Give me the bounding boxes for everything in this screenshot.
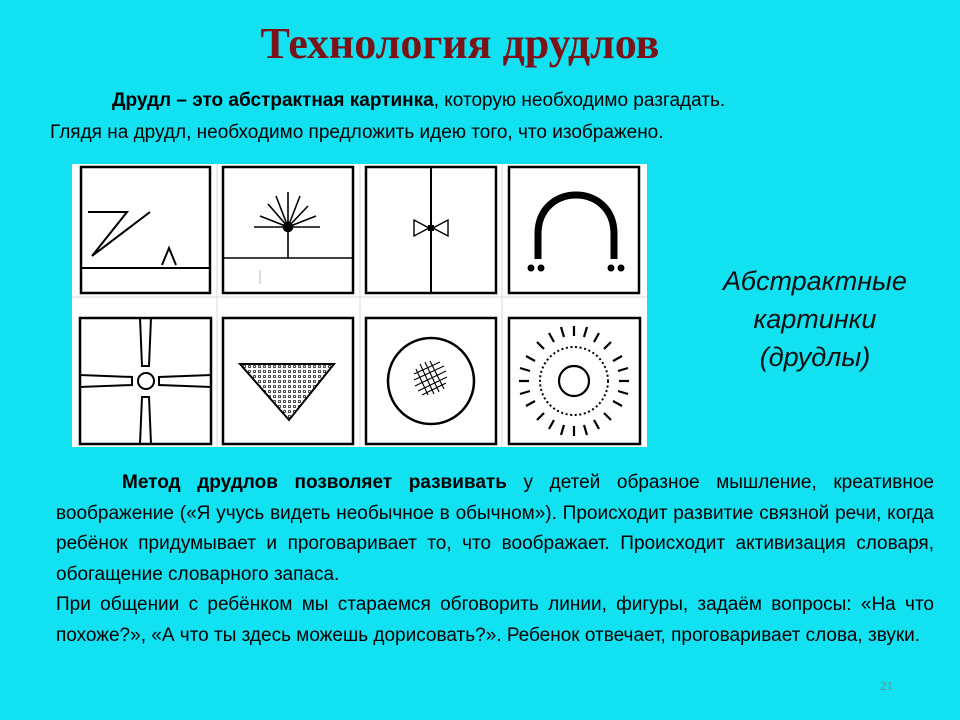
hatched-circle-drudle-icon — [366, 318, 496, 444]
intro-line-2: Глядя на друдл, необходимо предложить идею того, что изображено. — [50, 122, 664, 143]
side-caption-line-1: Абстрактные — [723, 266, 907, 296]
method-paragraph-2: При общении с ребёнком мы стараемся обговорить линии, фигуры, задаём вопросы: «На что похоже?», «А что ты здесь можешь дорисовать?». Ребенок отвечает, проговаривает слова, звуки. — [56, 594, 934, 646]
zigzag-drudle-icon — [81, 167, 210, 293]
side-caption-line-3: (друдлы) — [759, 342, 871, 372]
dotted-triangle-drudle-icon — [223, 318, 353, 444]
dandelion-drudle-icon — [223, 167, 353, 293]
method-paragraph-1-rest: у детей образное мышление, креативное воображение («Я учусь видеть необычное в обычном»). Происходит развитие связной речи, когда ребёнок придумывает и проговаривает то, что воображает. Происходит активизация словаря, обогащение словарного запаса. — [56, 472, 934, 585]
method-paragraph-1 — [56, 468, 934, 590]
sun-drudle-icon — [509, 318, 640, 444]
slide-title: Технология друдлов — [260, 19, 660, 68]
bowtie-door-drudle-icon — [366, 167, 496, 293]
cross-drudle-icon — [80, 318, 211, 444]
page-number: 21 — [880, 678, 893, 693]
method-paragraph-1-bold: Метод друдлов позволяет развивать — [122, 472, 507, 493]
drudles-image-grid — [72, 164, 647, 447]
side-caption — [690, 262, 940, 376]
method-description — [56, 468, 934, 651]
side-caption-line-2: картинки — [753, 304, 877, 334]
intro-definition-bold: Друдл – это абстрактная картинка — [112, 90, 434, 111]
arch-drudle-icon — [509, 167, 639, 293]
intro-line-1 — [112, 90, 725, 112]
intro-definition-rest: , которую необходимо разгадать. — [433, 90, 726, 111]
